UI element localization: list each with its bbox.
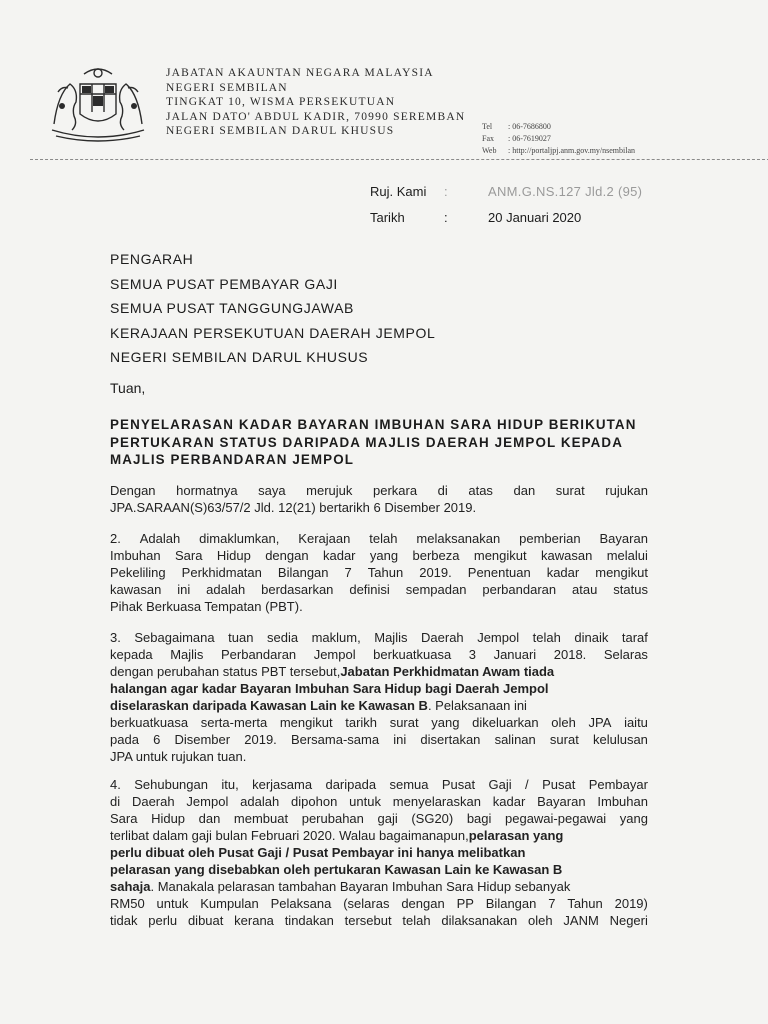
web-label: Web xyxy=(482,146,497,155)
word: kadar xyxy=(492,794,526,809)
word: Jempol xyxy=(186,794,229,809)
word: perbandaran xyxy=(482,582,557,597)
word: berdasarkan xyxy=(261,582,334,597)
word: untuk xyxy=(349,794,381,809)
emphasis-text: Jabatan Perkhidmatan Awam tiada xyxy=(340,664,555,679)
word: semua xyxy=(389,777,429,792)
agency-address-line-3: NEGERI SEMBILAN DARUL KHUSUS xyxy=(166,125,395,137)
paragraph-line xyxy=(110,776,648,793)
word: dimaklumkan, xyxy=(199,531,280,546)
word: perlu xyxy=(148,913,178,928)
emphasis-text: sahaja xyxy=(110,879,151,894)
word: mengikut xyxy=(473,548,527,563)
word: dikeluarkan xyxy=(472,715,539,730)
word: iaitu xyxy=(624,715,648,730)
word: tarikh xyxy=(345,715,378,730)
paragraph-text: . Pelaksanaan ini xyxy=(427,698,527,713)
word: Pekeliling xyxy=(110,565,166,580)
ruj-value: ANM.G.NS.127 Jld.2 (95) xyxy=(488,184,643,199)
word: kepada xyxy=(110,647,153,662)
word: (selaras xyxy=(343,896,390,911)
paragraph-line xyxy=(110,646,648,663)
word: tuan xyxy=(228,630,254,645)
recipient-line: SEMUA PUSAT PEMBAYAR GAJI xyxy=(110,275,338,292)
word: berkuatkuasa xyxy=(373,647,452,662)
emphasis-text: halangan agar kadar Bayaran Imbuhan Sara Hidup bagi Daerah Jempol xyxy=(110,681,549,696)
word: maklum, xyxy=(311,630,361,645)
word: 3 xyxy=(468,647,477,662)
word: Adalah xyxy=(139,531,181,546)
word: dinaik xyxy=(574,630,609,645)
word: mengikut xyxy=(279,715,333,730)
tel-label: Tel xyxy=(482,122,493,131)
word: adalah xyxy=(206,582,246,597)
word: pada xyxy=(110,732,139,747)
word: telah xyxy=(532,630,561,645)
word: Pembayar xyxy=(588,777,648,792)
word: pemberian xyxy=(519,531,581,546)
word: tindakan xyxy=(284,913,334,928)
paragraph-line xyxy=(110,844,648,861)
word: Pusat xyxy=(542,777,576,792)
word: adalah xyxy=(240,794,280,809)
word: RM50 xyxy=(110,896,145,911)
fax-label: Fax xyxy=(482,134,494,143)
subject-heading xyxy=(110,416,648,469)
paragraph-text: . Manakala pelarasan tambahan Bayaran Imbuhan Sara Hidup sebanyak xyxy=(150,879,571,894)
word: gaji xyxy=(377,811,398,826)
word: Sara xyxy=(174,548,203,563)
web-value: : http://portaljpj.anm.gov.my/nsembilan xyxy=(508,146,636,155)
paragraph-3 xyxy=(110,629,648,765)
agency-address-line-2: JALAN DATO' ABDUL KADIR, 70990 SEREMBAN xyxy=(166,110,466,123)
word: JANM xyxy=(563,913,599,928)
word: Imbuhan xyxy=(597,794,648,809)
word: merujuk xyxy=(306,483,353,498)
word: surat xyxy=(549,732,579,747)
word: JPA xyxy=(588,715,612,730)
word: (SG20) xyxy=(411,811,454,826)
word: Imbuhan xyxy=(110,548,161,563)
paragraph-line: Pihak Berkuasa Tempatan (PBT). xyxy=(110,599,303,614)
word: Januari xyxy=(493,647,537,662)
word: Jempol xyxy=(477,630,520,645)
paragraph-4 xyxy=(110,776,648,929)
recipient-line: SEMUA PUSAT TANGGUNGJAWAB xyxy=(110,300,354,316)
recipient-block xyxy=(110,247,435,370)
word: di xyxy=(437,483,448,498)
word: ini xyxy=(393,732,407,747)
word: Daerah xyxy=(421,630,464,645)
word: tersebut xyxy=(344,913,392,928)
word: taraf xyxy=(621,630,648,645)
word: kerana xyxy=(234,913,274,928)
word: Bilangan xyxy=(485,896,537,911)
word: telah xyxy=(402,913,431,928)
word: Perbandaran xyxy=(220,647,297,662)
word: Bersama-sama xyxy=(290,732,380,747)
word: Majlis xyxy=(170,647,204,662)
word: Daerah xyxy=(131,794,175,809)
agency-address-line-1: TINGKAT 10, WISMA PERSEKUTUAN xyxy=(166,96,396,108)
paragraph-line xyxy=(110,827,648,844)
word: Dengan xyxy=(110,483,156,498)
paragraph-line xyxy=(110,895,648,912)
word: Majlis xyxy=(374,630,408,645)
word: 2019. xyxy=(244,732,277,747)
word: Kerajaan xyxy=(298,531,351,546)
ruj-colon: : xyxy=(444,184,448,199)
word: melalui xyxy=(606,548,648,563)
word: kawasan xyxy=(541,548,593,563)
word: surat xyxy=(555,483,585,498)
word: dengan xyxy=(401,896,445,911)
word: Gaji xyxy=(488,777,512,792)
word: 2019. xyxy=(419,565,452,580)
paragraph-line xyxy=(110,731,648,748)
paragraph-line: JPA.SARAAN(S)63/57/2 Jld. 12(21) bertarikh 6 Disember 2019. xyxy=(110,500,477,515)
word: 7 xyxy=(344,565,352,580)
paragraph-line xyxy=(110,663,648,680)
word: disertakan xyxy=(420,732,481,747)
word: 4. xyxy=(110,777,121,792)
word: kadar xyxy=(322,548,356,563)
paragraph-line xyxy=(110,547,648,564)
word: daripada xyxy=(325,777,377,792)
subject-line: PENYELARASAN KADAR BAYARAN IMBUHAN SARA HIDUP BERIKUTAN xyxy=(110,417,637,432)
paragraph-line xyxy=(110,581,648,598)
word: PP xyxy=(456,896,474,911)
paragraph-line xyxy=(110,912,648,929)
malaysia-coat-of-arms-icon xyxy=(44,64,152,146)
word: membuat xyxy=(233,811,289,826)
reference-block xyxy=(370,179,642,231)
word: 2019) xyxy=(614,896,648,911)
word: 2. xyxy=(110,531,121,546)
agency-address xyxy=(166,66,465,139)
word: Bayaran xyxy=(599,531,648,546)
paragraph-line xyxy=(110,697,648,714)
paragraph-text: terlibat dalam gaji bulan Februari 2020. Walau bagaimanapun, xyxy=(110,828,469,843)
subject-line: MAJLIS PERBANDARAN JEMPOL xyxy=(110,452,354,467)
paragraph-line xyxy=(110,793,648,810)
word: Kumpulan xyxy=(200,896,259,911)
paragraph-2 xyxy=(110,530,648,615)
word: Selaras xyxy=(603,647,648,662)
emphasis-text: diselaraskan daripada Kawasan Lain ke Kawasan B xyxy=(110,698,428,713)
word: yang xyxy=(619,811,648,826)
word: bagi xyxy=(466,811,492,826)
word: Hidup xyxy=(216,548,251,563)
word: Bayaran xyxy=(537,794,586,809)
word: Tahun xyxy=(367,565,404,580)
tarikh-value: 20 Januari 2020 xyxy=(488,210,582,225)
word: Disember xyxy=(174,732,231,747)
word: status xyxy=(613,582,648,597)
subject-line: PERTUKARAN STATUS DARIPADA MAJLIS DAERAH JEMPOL KEPADA xyxy=(110,434,623,450)
tel-value: : 06-7686800 xyxy=(508,122,551,131)
word: yang xyxy=(431,715,460,730)
tarikh-label: Tarikh xyxy=(370,210,405,225)
word: serta-merta xyxy=(200,715,268,730)
paragraph-line: JPA untuk rujukan tuan. xyxy=(110,749,247,764)
fax-value: : 06-7619027 xyxy=(508,134,551,143)
word: menyelaraskan xyxy=(392,794,481,809)
word: sempadan xyxy=(405,582,467,597)
word: 2018. xyxy=(553,647,587,662)
word: / xyxy=(525,777,529,792)
word: Bilangan xyxy=(277,565,329,580)
word: telah xyxy=(369,531,398,546)
word: sedia xyxy=(266,630,299,645)
paragraph-line xyxy=(110,878,648,895)
word: surat xyxy=(389,715,419,730)
word: kadar xyxy=(546,565,580,580)
word: Sara xyxy=(110,811,138,826)
word: atas xyxy=(468,483,493,498)
emphasis-text: pelarasan yang disebabkan oleh pertukaran Kawasan Lain ke Kawasan B xyxy=(110,862,563,877)
word: dipohon xyxy=(291,794,338,809)
paragraph-line xyxy=(110,861,648,878)
word: 3. xyxy=(110,630,121,645)
word: Pusat xyxy=(441,777,476,792)
word: oleh xyxy=(528,913,553,928)
word: berbeza xyxy=(412,548,460,563)
paragraph-line xyxy=(110,629,648,646)
word: dan xyxy=(513,483,536,498)
paragraph-line xyxy=(110,680,648,697)
salutation: Tuan, xyxy=(110,380,146,396)
word: pegawai-pegawai xyxy=(505,811,607,826)
emphasis-text: perlu dibuat oleh Pusat Gaji / Pusat Pembayar ini hanya melibatkan xyxy=(110,845,526,860)
word: Penentuan xyxy=(467,565,531,580)
word: yang xyxy=(369,548,399,563)
recipient-line: NEGERI SEMBILAN DARUL KHUSUS xyxy=(110,349,369,365)
agency-state: NEGERI SEMBILAN xyxy=(166,81,288,94)
agency-name: JABATAN AKAUNTAN NEGARA MALAYSIA xyxy=(166,67,434,79)
word: Negeri xyxy=(609,913,648,928)
paragraph-line xyxy=(110,810,648,827)
word: salinan xyxy=(494,732,536,747)
word: oleh xyxy=(551,715,576,730)
word: ini xyxy=(177,582,191,597)
word: di xyxy=(110,794,121,809)
word: dengan xyxy=(265,548,309,563)
word: kerjasama xyxy=(252,777,313,792)
word: dibuat xyxy=(187,913,224,928)
word: atau xyxy=(572,582,598,597)
word: Sehubungan xyxy=(134,777,208,792)
paragraph-line xyxy=(110,714,648,731)
word: perubahan xyxy=(301,811,364,826)
word: Perkhidmatan xyxy=(181,565,262,580)
word: perkara xyxy=(373,483,418,498)
paragraph-line xyxy=(110,482,648,499)
ruj-label: Ruj. Kami xyxy=(370,184,427,199)
word: melaksanakan xyxy=(416,531,501,546)
word: definisi xyxy=(349,582,390,597)
contact-block xyxy=(482,121,635,157)
word: hormatnya xyxy=(176,483,238,498)
word: Pelaksana xyxy=(270,896,332,911)
word: 7 xyxy=(548,896,556,911)
tarikh-colon: : xyxy=(444,210,448,225)
word: dan xyxy=(198,811,221,826)
word: Sebagaimana xyxy=(134,630,215,645)
word: saya xyxy=(258,483,286,498)
recipient-line: PENGARAH xyxy=(110,251,194,267)
paragraph-text: dengan perubahan status PBT tersebut, xyxy=(110,664,341,679)
word: kelulusan xyxy=(592,732,648,747)
recipient-line: KERAJAAN PERSEKUTUAN DAERAH JEMPOL xyxy=(110,324,436,341)
word: rujukan xyxy=(605,483,648,498)
word: tidak xyxy=(110,913,138,928)
word: dilaksanakan xyxy=(441,913,518,928)
word: mengikut xyxy=(595,565,648,580)
paragraph-line xyxy=(110,564,648,581)
word: kawasan xyxy=(110,582,162,597)
paragraph-1 xyxy=(110,482,648,516)
word: Tahun xyxy=(567,896,603,911)
emphasis-text: pelarasan yang xyxy=(468,828,564,843)
word: berkuatkuasa xyxy=(110,715,189,730)
letterhead-divider xyxy=(30,159,768,160)
paragraph-line xyxy=(110,530,648,547)
word: 6 xyxy=(153,732,161,747)
word: Jempol xyxy=(313,647,356,662)
word: Hidup xyxy=(151,811,186,826)
word: untuk xyxy=(156,896,189,911)
word: itu, xyxy=(221,777,239,792)
